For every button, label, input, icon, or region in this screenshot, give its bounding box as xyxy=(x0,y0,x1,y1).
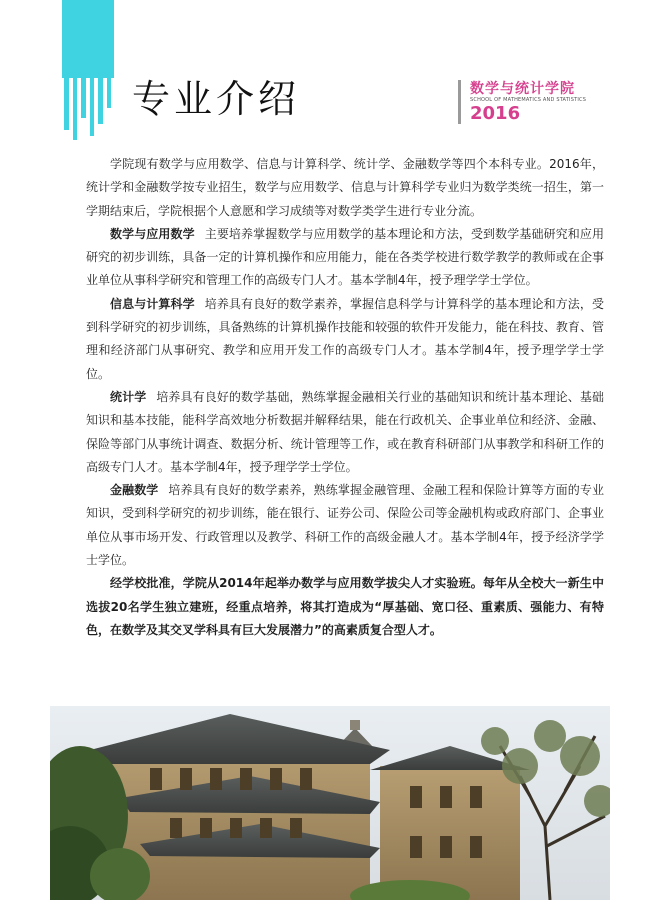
page-title: 专业介绍 xyxy=(132,77,301,121)
major-description: 培养具有良好的数学素养，熟练掌握金融管理、金融工程和保险计算等方面的专业知识，受到科学研究的初步训练，能在银行、证券公司、保险公司等金融机构或政府部门、企事业单位从事市场开发、行政管理以及教学、科研工作的高级金融人才。基本学制4年，授予经济学学士学位。 xyxy=(86,483,604,568)
major-title: 信息与计算科学 xyxy=(110,296,195,311)
brand-name: 数学与统计学院 xyxy=(470,81,575,97)
major-paragraph xyxy=(86,479,604,572)
article-body xyxy=(86,153,604,642)
major-paragraph xyxy=(86,293,604,386)
major-description: 培养具有良好的数学基础，熟练掌握金融相关行业的基础知识和统计基本理论、基础知识和基本技能，能科学高效地分析数据并解释结果，能在行政机关、企事业单位和经济、金融、保险等部门从事统计调查、数据分析、统计管理等工作，或在教育科研部门从事教学和科研工作的高级专门人才。基本学制4年，授予理学学士学位。 xyxy=(86,389,604,474)
major-description: 主要培养掌握数学与应用数学的基本理论和方法，受到数学基础研究和应用研究的初步训练，具备一定的计算机操作和应用能力，能在各类学校进行数学教学的教师或在企事业单位从事科学研究和管理工作的高级专门人才。基本学制4年，授予理学学士学位。 xyxy=(86,226,604,288)
major-paragraph xyxy=(86,223,604,293)
major-description: 培养具有良好的数学素养，掌握信息科学与计算科学的基本理论和方法，受到科学研究的初步训练，具备熟练的计算机操作技能和较强的软件开发能力，能在科技、教育、管理和经济部门从事研究、教学和应用开发工作的高级专门人才。基本学制4年，授予理学学士学位。 xyxy=(86,296,604,381)
major-title: 统计学 xyxy=(110,389,147,404)
school-brand xyxy=(458,80,638,124)
major-title: 数学与应用数学 xyxy=(110,226,195,241)
cyan-decoration xyxy=(62,0,114,140)
brand-year: 2016 xyxy=(470,103,521,124)
major-title: 金融数学 xyxy=(110,483,159,498)
brand-english: SCHOOL OF MATHEMATICS AND STATISTICS xyxy=(470,97,587,103)
brand-divider xyxy=(458,80,461,124)
closing-paragraph: 经学校批准，学院从2014年起举办数学与应用数学拔尖人才实验班。每年从全校大一新生中选拔20名学生独立建班，经重点培养，将其打造成为“厚基础、宽口径、重素质、强能力、有特色，在数学及其交叉学科具有巨大发展潜力”的高素质复合型人才。 xyxy=(86,576,604,637)
campus-building-photo xyxy=(50,706,610,900)
intro-paragraph: 学院现有数学与应用数学、信息与计算科学、统计学、金融数学等四个本科专业。2016年，统计学和金融数学按专业招生，数学与应用数学、信息与计算科学专业归为数学类统一招生，第一学期结束后，学院根据个人意愿和学习成绩等对数学类学生进行专业分流。 xyxy=(86,157,604,218)
major-paragraph xyxy=(86,386,604,479)
